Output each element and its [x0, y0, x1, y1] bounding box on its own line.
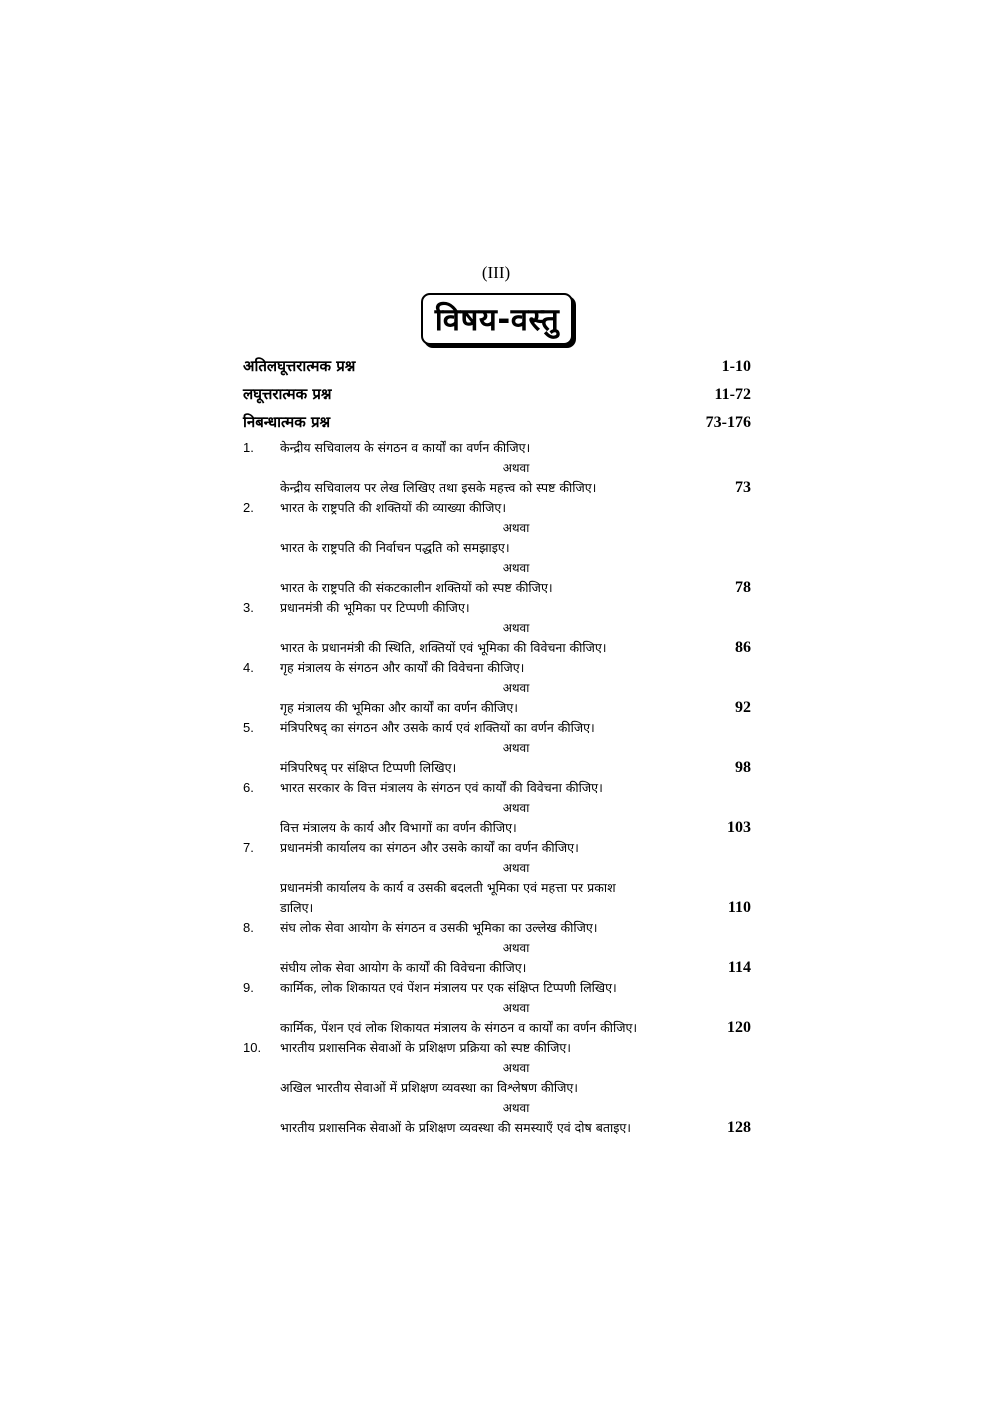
section-label: लघूत्तरात्मक प्रश्न — [243, 385, 332, 403]
question-number: 5. — [243, 720, 254, 735]
section-pages: 11-72 — [714, 386, 751, 403]
page-reference: 86 — [735, 639, 751, 656]
page-reference: 103 — [727, 819, 751, 836]
section-pages: 1-10 — [721, 358, 751, 375]
toc-entry — [243, 598, 751, 618]
question-list — [243, 438, 751, 1138]
toc-entry — [243, 1078, 751, 1098]
separator-athva: अथवा — [502, 1001, 530, 1015]
question-text: गृह मंत्रालय के संगठन और कार्यों की विवेचना कीजिए। — [280, 660, 525, 675]
separator-athva: अथवा — [502, 461, 530, 475]
question-number: 2. — [243, 500, 254, 515]
toc-entry — [243, 978, 751, 998]
toc-entry — [243, 578, 751, 598]
question-text: वित्त मंत्रालय के कार्य और विभागों का वर्णन कीजिए। — [280, 820, 517, 835]
question-number: 1. — [243, 440, 254, 455]
question-text: अखिल भारतीय सेवाओं में प्रशिक्षण व्यवस्था का विश्लेषण कीजिए। — [280, 1080, 578, 1095]
question-text: भारत के राष्ट्रपति की संकटकालीन शक्तियों को स्पष्ट कीजिए। — [280, 580, 553, 595]
section-row — [243, 380, 751, 408]
toc-entry — [243, 1038, 751, 1058]
question-text: केन्द्रीय सचिवालय पर लेख लिखिए तथा इसके महत्त्व को स्पष्ट कीजिए। — [280, 480, 597, 495]
section-label: अतिलघूत्तरात्मक प्रश्न — [243, 357, 356, 375]
question-text: संघीय लोक सेवा आयोग के कार्यों की विवेचना कीजिए। — [280, 960, 527, 975]
question-text: कार्मिक, लोक शिकायत एवं पेंशन मंत्रालय पर एक संक्षिप्त टिप्पणी लिखिए। — [280, 980, 617, 995]
question-text: प्रधानमंत्री कार्यालय का संगठन और उसके कार्यों का वर्णन कीजिए। — [280, 840, 579, 855]
separator-athva: अथवा — [502, 561, 530, 575]
section-pages: 73-176 — [705, 414, 751, 431]
separator-athva: अथवा — [502, 801, 530, 815]
toc-entry — [243, 838, 751, 858]
toc-entry — [243, 878, 751, 898]
separator-athva: अथवा — [502, 521, 530, 535]
page-reference: 98 — [735, 759, 751, 776]
question-text: गृह मंत्रालय की भूमिका और कार्यों का वर्णन कीजिए। — [280, 700, 518, 715]
question-number: 7. — [243, 840, 254, 855]
question-text: मंत्रिपरिषद् पर संक्षिप्त टिप्पणी लिखिए। — [280, 760, 457, 775]
separator-athva: अथवा — [502, 681, 530, 695]
title-box — [421, 293, 573, 345]
section-row — [243, 352, 751, 380]
question-text: भारतीय प्रशासनिक सेवाओं के प्रशिक्षण प्रक्रिया को स्पष्ट कीजिए। — [280, 1040, 572, 1055]
toc-entry — [243, 538, 751, 558]
question-text: संघ लोक सेवा आयोग के संगठन व उसकी भूमिका का उल्लेख कीजिए। — [280, 920, 598, 935]
question-number: 9. — [243, 980, 254, 995]
question-number: 10. — [243, 1040, 262, 1055]
separator-athva: अथवा — [502, 621, 530, 635]
separator-athva: अथवा — [502, 1101, 530, 1115]
toc-entry — [243, 698, 751, 718]
toc-entry — [243, 658, 751, 678]
table-of-contents — [243, 352, 751, 1138]
question-text: कार्मिक, पेंशन एवं लोक शिकायत मंत्रालय के संगठन व कार्यों का वर्णन कीजिए। — [280, 1020, 638, 1035]
page-reference: 110 — [727, 899, 751, 916]
question-text: भारत के प्रधानमंत्री की स्थिति, शक्तियों एवं भूमिका की विवेचना कीजिए। — [280, 640, 607, 655]
toc-entry — [243, 778, 751, 798]
page-number: (III) — [481, 263, 511, 282]
toc-entry — [243, 1018, 751, 1038]
separator-athva: अथवा — [502, 741, 530, 755]
toc-entry — [243, 958, 751, 978]
question-text: डालिए। — [280, 900, 314, 915]
toc-entry — [243, 438, 751, 458]
toc-entry — [243, 758, 751, 778]
question-text: भारतीय प्रशासनिक सेवाओं के प्रशिक्षण व्यवस्था की समस्याएँ एवं दोष बताइए। — [280, 1120, 632, 1135]
section-row — [243, 408, 751, 436]
separator-athva: अथवा — [502, 1061, 530, 1075]
toc-entry — [243, 818, 751, 838]
separator-athva: अथवा — [502, 941, 530, 955]
question-number: 6. — [243, 780, 254, 795]
toc-entry — [243, 638, 751, 658]
page-reference: 78 — [735, 579, 751, 596]
page-reference: 92 — [735, 699, 751, 716]
toc-entry — [243, 718, 751, 738]
question-text: भारत के राष्ट्रपति की शक्तियों की व्याख्या कीजिए। — [280, 500, 507, 515]
page-reference: 120 — [727, 1019, 751, 1036]
question-text: भारत के राष्ट्रपति की निर्वाचन पद्धति को समझाइए। — [280, 540, 510, 555]
question-text: प्रधानमंत्री की भूमिका पर टिप्पणी कीजिए। — [280, 600, 470, 615]
question-number: 8. — [243, 920, 254, 935]
page-reference: 73 — [735, 479, 751, 496]
question-text: मंत्रिपरिषद् का संगठन और उसके कार्य एवं शक्तियों का वर्णन कीजिए। — [280, 720, 595, 735]
question-text: प्रधानमंत्री कार्यालय के कार्य व उसकी बदलती भूमिका एवं महत्ता पर प्रकाश — [280, 880, 616, 895]
question-text: भारत सरकार के वित्त मंत्रालय के संगठन एवं कार्यों की विवेचना कीजिए। — [280, 780, 603, 795]
page-reference: 114 — [727, 959, 751, 976]
toc-entry — [243, 1118, 751, 1138]
page-reference: 128 — [727, 1119, 751, 1136]
question-number: 4. — [243, 660, 254, 675]
toc-entry — [243, 918, 751, 938]
question-number: 3. — [243, 600, 254, 615]
section-label: निबन्धात्मक प्रश्न — [243, 413, 331, 431]
question-text: केन्द्रीय सचिवालय के संगठन व कार्यों का वर्णन कीजिए। — [280, 440, 531, 455]
toc-entry — [243, 478, 751, 498]
separator-athva: अथवा — [502, 861, 530, 875]
page-title: विषय-वस्तु — [434, 302, 560, 338]
toc-entry — [243, 498, 751, 518]
toc-entry-continued — [243, 898, 751, 918]
